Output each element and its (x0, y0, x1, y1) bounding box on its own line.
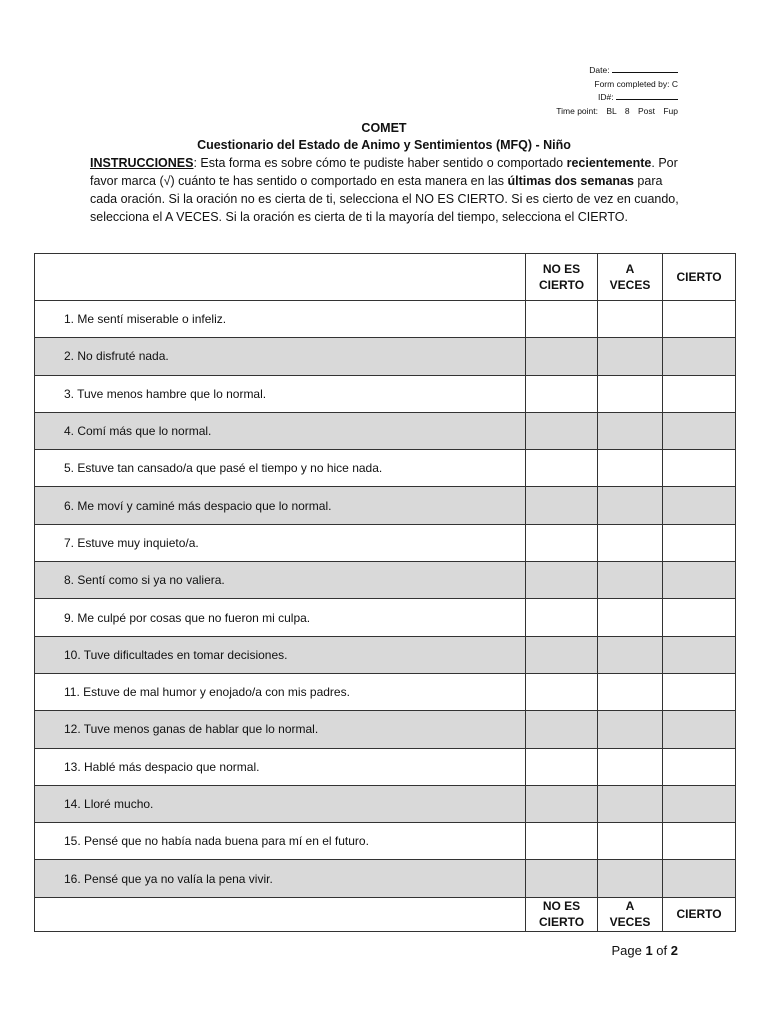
answer-cierto-cell[interactable] (663, 823, 736, 860)
table-row (35, 636, 736, 673)
completed-by-label: Form completed by: C (594, 78, 678, 89)
answer-cierto-cell[interactable] (663, 487, 736, 524)
answer-a-veces-cell[interactable] (598, 673, 663, 710)
table-row (35, 487, 736, 524)
answer-a-veces-cell[interactable] (598, 338, 663, 375)
question-text: 1. Me sentí miserable o infeliz. (35, 301, 526, 338)
header-empty-cell (35, 254, 526, 301)
answer-cierto-cell[interactable] (663, 412, 736, 449)
timepoint-option-8[interactable]: 8 (624, 105, 630, 116)
table-row (35, 673, 736, 710)
table-row (35, 823, 736, 860)
answer-no-es-cierto-cell[interactable] (526, 636, 598, 673)
timepoint-option-bl[interactable]: BL (606, 105, 617, 116)
instructions-text-2: . Por favor marca (√) cuánto te has sentido o comportado en esta manera en las (90, 156, 678, 188)
table-footer-row (35, 897, 736, 931)
answer-cierto-cell[interactable] (663, 599, 736, 636)
header-cierto: CIERTO (663, 254, 736, 301)
page-number: Page 1 of 2 (611, 943, 678, 958)
answer-cierto-cell[interactable] (663, 748, 736, 785)
answer-cierto-cell[interactable] (663, 673, 736, 710)
answer-a-veces-cell[interactable] (598, 412, 663, 449)
form-subtitle: Cuestionario del Estado de Animo y Sentimientos (MFQ) - Niño (197, 138, 571, 152)
instructions-label: INSTRUCCIONES (90, 156, 194, 170)
question-text: 16. Pensé que ya no valía la pena vivir. (35, 860, 526, 897)
answer-cierto-cell[interactable] (663, 450, 736, 487)
answer-no-es-cierto-cell[interactable] (526, 301, 598, 338)
answer-no-es-cierto-cell[interactable] (526, 562, 598, 599)
answer-no-es-cierto-cell[interactable] (526, 338, 598, 375)
table-row (35, 711, 736, 748)
question-text: 13. Hablé más despacio que normal. (35, 748, 526, 785)
table-row (35, 562, 736, 599)
header-a-veces: A VECES (598, 254, 663, 301)
instructions-bold-two-weeks: últimas dos semanas (507, 174, 634, 188)
table-row (35, 338, 736, 375)
date-line (458, 64, 678, 78)
id-line (458, 91, 678, 105)
footer-cierto: CIERTO (663, 897, 736, 931)
answer-cierto-cell[interactable] (663, 524, 736, 561)
answer-a-veces-cell[interactable] (598, 711, 663, 748)
header-no-es-cierto: NO ES CIERTO (526, 254, 598, 301)
question-text: 7. Estuve muy inquieto/a. (35, 524, 526, 561)
footer-empty-cell (35, 897, 526, 931)
answer-cierto-cell[interactable] (663, 562, 736, 599)
table-row (35, 412, 736, 449)
date-field[interactable] (612, 64, 678, 73)
timepoint-option-fup[interactable]: Fup (663, 105, 678, 116)
answer-cierto-cell[interactable] (663, 636, 736, 673)
date-label: Date: (589, 65, 610, 75)
table-row (35, 524, 736, 561)
question-text: 3. Tuve menos hambre que lo normal. (35, 375, 526, 412)
answer-cierto-cell[interactable] (663, 338, 736, 375)
form-title: COMET (361, 121, 407, 135)
instructions-text-1: : Esta forma es sobre cómo te pudiste haber sentido o comportado (193, 156, 567, 170)
id-field[interactable] (616, 91, 678, 100)
table-row (35, 375, 736, 412)
answer-no-es-cierto-cell[interactable] (526, 860, 598, 897)
answer-no-es-cierto-cell[interactable] (526, 524, 598, 561)
mfq-table (34, 253, 736, 932)
instructions (90, 154, 690, 226)
answer-a-veces-cell[interactable] (598, 375, 663, 412)
question-text: 10. Tuve dificultades en tomar decisiones. (35, 636, 526, 673)
question-text: 12. Tuve menos ganas de hablar que lo normal. (35, 711, 526, 748)
footer-no-es-cierto: NO ES CIERTO (526, 897, 598, 931)
answer-cierto-cell[interactable] (663, 711, 736, 748)
question-text: 15. Pensé que no había nada buena para mí en el futuro. (35, 823, 526, 860)
answer-a-veces-cell[interactable] (598, 785, 663, 822)
question-text: 8. Sentí como si ya no valiera. (35, 562, 526, 599)
question-text: 2. No disfruté nada. (35, 338, 526, 375)
answer-no-es-cierto-cell[interactable] (526, 785, 598, 822)
answer-a-veces-cell[interactable] (598, 599, 663, 636)
answer-no-es-cierto-cell[interactable] (526, 823, 598, 860)
answer-cierto-cell[interactable] (663, 785, 736, 822)
instructions-text-3: para cada oración. Si la oración no es cierta de ti, selecciona el NO ES CIERTO. Si es cierto de vez en cuando, selecciona el A VECES. Si la oración es cierta de ti la mayoría del tiempo, selecciona el CIERTO. (90, 174, 679, 224)
answer-a-veces-cell[interactable] (598, 450, 663, 487)
answer-a-veces-cell[interactable] (598, 524, 663, 561)
answer-a-veces-cell[interactable] (598, 562, 663, 599)
timepoint-line (458, 105, 678, 119)
table-row (35, 450, 736, 487)
answer-no-es-cierto-cell[interactable] (526, 673, 598, 710)
answer-no-es-cierto-cell[interactable] (526, 711, 598, 748)
answer-a-veces-cell[interactable] (598, 860, 663, 897)
answer-cierto-cell[interactable] (663, 375, 736, 412)
answer-a-veces-cell[interactable] (598, 487, 663, 524)
table-row (35, 860, 736, 897)
answer-a-veces-cell[interactable] (598, 748, 663, 785)
timepoint-label: Time point: (556, 105, 598, 116)
answer-a-veces-cell[interactable] (598, 636, 663, 673)
answer-no-es-cierto-cell[interactable] (526, 375, 598, 412)
question-text: 6. Me moví y caminé más despacio que lo normal. (35, 487, 526, 524)
answer-no-es-cierto-cell[interactable] (526, 487, 598, 524)
answer-no-es-cierto-cell[interactable] (526, 748, 598, 785)
question-text: 9. Me culpé por cosas que no fueron mi culpa. (35, 599, 526, 636)
table-row (35, 785, 736, 822)
question-text: 11. Estuve de mal humor y enojado/a con mis padres. (35, 673, 526, 710)
answer-cierto-cell[interactable] (663, 860, 736, 897)
timepoint-option-post[interactable]: Post (637, 105, 655, 116)
id-label: ID#: (598, 92, 614, 102)
answer-a-veces-cell[interactable] (598, 301, 663, 338)
footer-a-veces: A VECES (598, 897, 663, 931)
completed-by-line (458, 78, 678, 92)
question-text: 14. Lloré mucho. (35, 785, 526, 822)
question-text: 4. Comí más que lo normal. (35, 412, 526, 449)
answer-no-es-cierto-cell[interactable] (526, 412, 598, 449)
table-header-row (35, 254, 736, 301)
table-row (35, 599, 736, 636)
answer-no-es-cierto-cell[interactable] (526, 450, 598, 487)
form-meta (458, 64, 678, 118)
table-row (35, 748, 736, 785)
question-text: 5. Estuve tan cansado/a que pasé el tiempo y no hice nada. (35, 450, 526, 487)
answer-cierto-cell[interactable] (663, 301, 736, 338)
table-row (35, 301, 736, 338)
instructions-bold-recently: recientemente (566, 156, 652, 170)
answer-a-veces-cell[interactable] (598, 823, 663, 860)
answer-no-es-cierto-cell[interactable] (526, 599, 598, 636)
